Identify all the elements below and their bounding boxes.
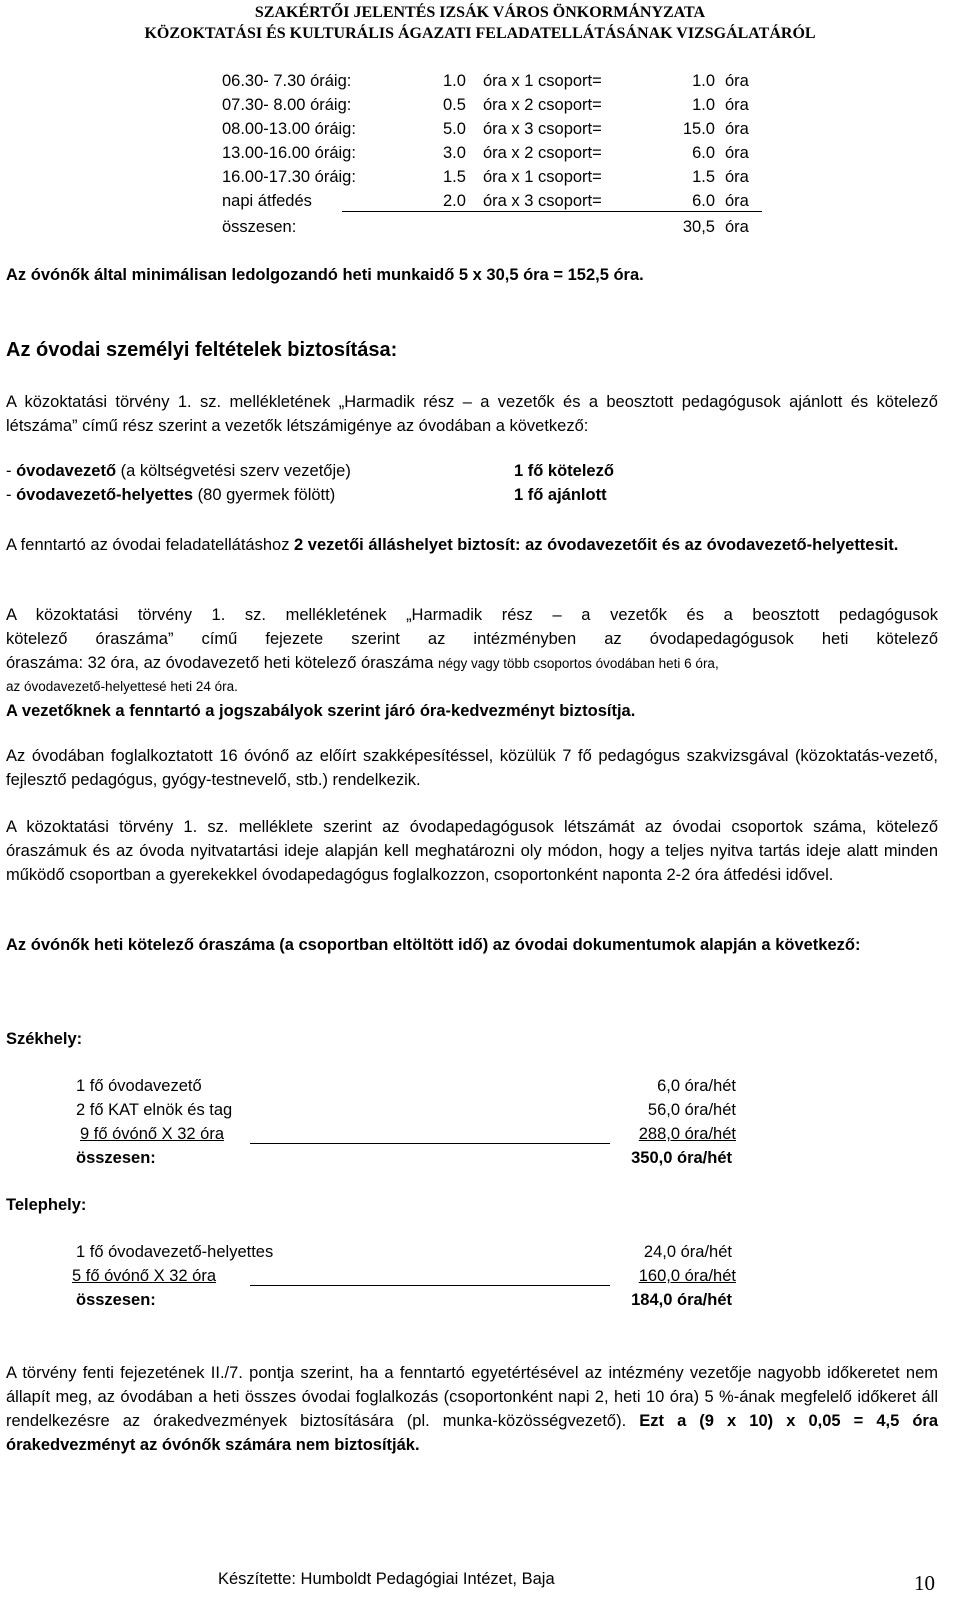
time-unit: óra <box>725 120 749 138</box>
para-staff: Az óvodában foglalkoztatott 16 óvónő az előírt szakképesítéssel, közülük 7 fő pedagógus szakvizsgával (közoktatás-vezető, fejlesztő pedagógus, gyógy-testnevelő, stb.) rendelkezik. <box>6 747 938 789</box>
time-total: 1.0 <box>692 72 715 90</box>
telephely-row-label: 5 fő óvónő X 32 óra <box>72 1267 217 1285</box>
time-hours: 1.5 <box>443 168 466 186</box>
szekhely-row-value: 288,0 óra/hét <box>638 1125 736 1143</box>
para-leader-positions <box>6 533 938 557</box>
szekhely-sum-line <box>250 1143 610 1144</box>
time-groups: óra x 2 csoport= <box>483 96 602 114</box>
time-total-unit: óra <box>725 218 749 236</box>
para2-lead: A fenntartó az óvodai feladatellátáshoz <box>6 536 295 554</box>
time-hours: 5.0 <box>443 120 466 138</box>
leader-row <box>6 462 351 481</box>
time-total: 15.0 <box>682 120 715 138</box>
section-title: Az óvodai személyi feltételek biztosítása: <box>6 339 398 361</box>
min-work-line: Az óvónők által minimálisan ledolgozandó heti munkaidő 5 x 30,5 óra = 152,5 óra. <box>6 266 644 284</box>
telephely-row-value: 160,0 óra/hét <box>638 1267 736 1285</box>
para-teaching-hours <box>6 603 938 723</box>
time-period: 16.00-17.30 óráig: <box>222 168 356 186</box>
table-divider <box>342 211 762 212</box>
szekhely-row-value: 56,0 óra/hét <box>647 1101 736 1119</box>
leader-status: 1 fő ajánlott <box>514 486 607 504</box>
time-period: 08.00-13.00 óráig: <box>222 120 356 138</box>
leader-row <box>6 486 335 505</box>
szekhely-row-value: 6,0 óra/hét <box>657 1077 736 1095</box>
time-unit: óra <box>725 72 749 90</box>
para6-normal: A törvény fenti fejezetének II./7. pontja szerint, ha a fenntartó egyetértésével az intézmény vezetője nagyobb időkeretet nem állapít meg, az óvodában a heti összes óvodai foglalkozás (csoportonként napi 2, heti 10 óra) 5 %-ának megfelelő időkeret áll rendelkezésre az órakedvezmények biztosítására (pl. munka-közösségvezető). <box>6 1364 938 1430</box>
time-period: 06.30- 7.30 óráig: <box>222 72 352 90</box>
telephely-title: Telephely: <box>6 1196 87 1214</box>
para3-line3a: óraszáma: 32 óra, az óvodavezető heti kötelező óraszáma <box>6 654 438 672</box>
page-number: 10 <box>914 1571 935 1595</box>
para2-bold: 2 vezetői álláshelyet biztosít: az óvodavezetőit és az óvodavezető-helyettesit. <box>294 536 899 554</box>
leader-dash: - <box>6 486 17 504</box>
para-leaders-intro: A közoktatási törvény 1. sz. mellékletének „Harmadik rész – a vezetők és a beosztott pedagógusok ajánlott és kötelező létszáma” című rész szerint a vezetők létszámigénye az óvodában a következő: <box>6 393 938 435</box>
time-period: 07.30- 8.00 óráig: <box>222 96 352 114</box>
time-hours: 0.5 <box>443 96 466 114</box>
time-row <box>0 120 960 144</box>
header-line-2: KÖZOKTATÁSI ÉS KULTURÁLIS ÁGAZATI FELADATELLÁTÁSÁNAK VIZSGÁLATÁRÓL <box>144 25 816 42</box>
time-total: 1.5 <box>692 168 715 186</box>
leader-dash: - <box>6 462 17 480</box>
time-unit: óra <box>725 168 749 186</box>
leader-status: 1 fő kötelező <box>514 462 614 480</box>
header-line-1: SZAKÉRTŐI JELENTÉS IZSÁK VÁROS ÖNKORMÁNYZATA <box>254 4 706 21</box>
time-row-overlap <box>0 192 960 216</box>
time-total: 6.0 <box>692 144 715 162</box>
time-row <box>0 96 960 120</box>
time-hours: 2.0 <box>443 192 466 210</box>
time-groups: óra x 3 csoport= <box>483 192 602 210</box>
time-hours: 1.0 <box>443 72 466 90</box>
time-table <box>0 72 960 242</box>
time-total-label: összesen: <box>222 218 297 236</box>
time-unit: óra <box>725 96 749 114</box>
time-unit: óra <box>725 144 749 162</box>
time-row <box>0 168 960 192</box>
telephely-sum-line <box>250 1285 610 1286</box>
para3-line3 <box>6 651 938 675</box>
time-total: 6.0 <box>692 192 715 210</box>
telephely-row-label: 1 fő óvodavezető-helyettes <box>76 1243 274 1261</box>
time-groups: óra x 1 csoport= <box>483 72 602 90</box>
szekhely-title: Székhely: <box>6 1030 83 1048</box>
szekhely-total-label: összesen: <box>76 1149 156 1167</box>
leader-role: óvodavezető <box>16 462 117 480</box>
telephely-total-value: 184,0 óra/hét <box>631 1291 732 1309</box>
szekhely-total-value: 350,0 óra/hét <box>631 1149 732 1167</box>
para3-line1: A közoktatási törvény 1. sz. mellékletének „Harmadik rész – a vezetők és a beosztott pedagógusok <box>6 606 938 624</box>
szekhely-row-label: 9 fő óvónő X 32 óra <box>80 1125 225 1143</box>
heading-weekly-hours: Az óvónők heti kötelező óraszáma (a csoportban eltöltött idő) az óvodai dokumentumok alapján a következő: <box>6 936 861 954</box>
telephely-row-value: 24,0 óra/hét <box>643 1243 732 1261</box>
time-groups: óra x 3 csoport= <box>483 120 602 138</box>
time-total-row <box>0 218 960 242</box>
time-period: 13.00-16.00 óráig: <box>222 144 356 162</box>
time-groups: óra x 1 csoport= <box>483 168 602 186</box>
time-unit: óra <box>725 192 749 210</box>
para-allowance <box>6 1361 938 1457</box>
time-groups: óra x 2 csoport= <box>483 144 602 162</box>
leader-note: (80 gyermek fölött) <box>193 486 336 504</box>
para6-bold: Ezt a (9 x 10) x 0,05 = 4,5 óra órakedvezményt az óvónők számára nem biztosítják. <box>6 1412 939 1454</box>
leader-role: óvodavezető-helyettes <box>16 486 194 504</box>
time-row <box>0 72 960 96</box>
para3-line4: az óvodavezető-helyettesé heti 24 óra. <box>6 679 238 694</box>
time-total-value: 30,5 <box>682 218 715 236</box>
footer-author: Készítette: Humboldt Pedagógiai Intézet, Baja <box>218 1570 555 1588</box>
szekhely-row-label: 2 fő KAT elnök és tag <box>76 1101 233 1119</box>
para3-line5: A vezetőknek a fenntartó a jogszabályok szerint járó óra-kedvezményt biztosítja. <box>6 702 636 720</box>
time-row <box>0 144 960 168</box>
time-total: 1.0 <box>692 96 715 114</box>
szekhely-row-label: 1 fő óvodavezető <box>76 1077 202 1095</box>
time-hours: 3.0 <box>443 144 466 162</box>
para3-line2: kötelező óraszáma” című fejezete szerint az intézményben az óvodapedagógusok heti kötelező <box>6 630 938 648</box>
para-staff-calc: A közoktatási törvény 1. sz. melléklete szerint az óvodapedagógusok létszámát az óvodai csoportok száma, kötelező óraszámuk és az óvoda nyitvatartási ideje alapján kell meghatározni oly módon, hogy a teljes nyitva tartás ideje alatt minden működő csoportban a gyerekekkel óvodapedagógus foglalkozzon, csoportonként naponta 2-2 óra átfedési idővel. <box>6 818 938 884</box>
leader-note: (a költségvetési szerv vezetője) <box>116 462 351 480</box>
para3-line3b: négy vagy több csoportos óvodában heti 6 óra, <box>438 656 719 671</box>
telephely-total-label: összesen: <box>76 1291 156 1309</box>
time-period: napi átfedés <box>222 192 312 210</box>
